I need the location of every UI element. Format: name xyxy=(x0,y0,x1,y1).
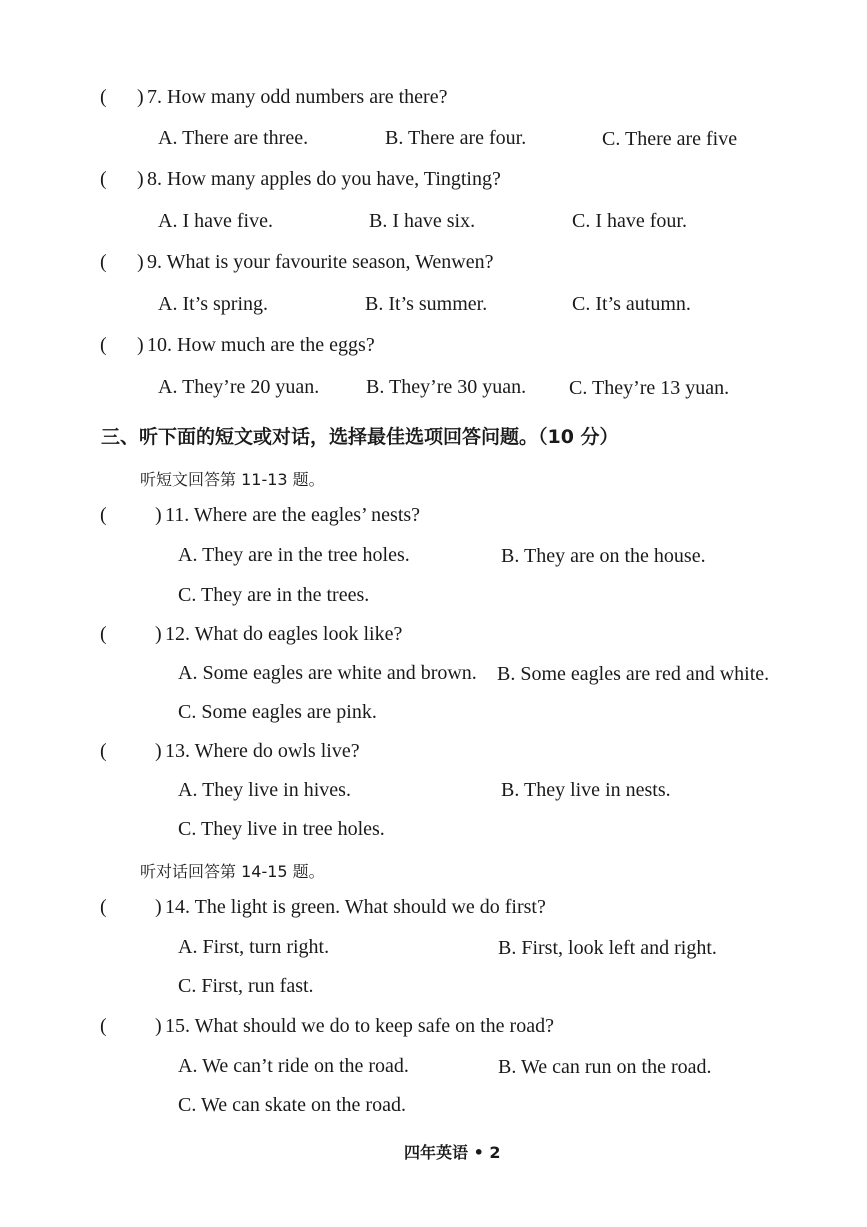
option-a: A. I have five. xyxy=(158,210,273,232)
option-b: B. First, look left and right. xyxy=(498,937,717,959)
section-heading: 三、听下面的短文或对话，选择最佳选项回答问题。（10 分） xyxy=(101,426,619,448)
option-c: C. There are five xyxy=(602,128,738,150)
question-text: 14. The light is green. What should we do first? xyxy=(165,896,546,918)
answer-paren-open: ( xyxy=(100,740,107,762)
option-b: B. There are four. xyxy=(385,127,527,149)
option-c: C. I have four. xyxy=(572,210,687,232)
answer-paren-close: ) xyxy=(155,623,162,645)
answer-paren-open: ( xyxy=(100,623,107,645)
answer-paren-close: ) xyxy=(137,86,144,108)
option-a: A. There are three. xyxy=(158,127,309,149)
option-b: B. It’s summer. xyxy=(365,293,488,315)
option-b: B. I have six. xyxy=(369,210,476,232)
question-text: 8. How many apples do you have, Tingting? xyxy=(147,168,501,190)
answer-paren-close: ) xyxy=(137,168,144,190)
option-b: B. They live in nests. xyxy=(501,779,671,801)
answer-paren-open: ( xyxy=(100,1015,107,1037)
option-b: B. Some eagles are red and white. xyxy=(497,663,770,685)
answer-paren-open: ( xyxy=(100,334,107,356)
question-text: 9. What is your favourite season, Wenwen? xyxy=(147,251,494,273)
option-a: A. We can’t ride on the road. xyxy=(178,1055,409,1077)
option-a: A. They live in hives. xyxy=(178,779,351,801)
option-a: A. They’re 20 yuan. xyxy=(158,376,320,398)
answer-paren-open: ( xyxy=(100,168,107,190)
answer-paren-close: ) xyxy=(155,504,162,526)
option-b: B. They are on the house. xyxy=(501,545,706,567)
question-text: 12. What do eagles look like? xyxy=(165,623,403,645)
answer-paren-close: ) xyxy=(155,740,162,762)
option-a: A. Some eagles are white and brown. xyxy=(178,662,477,684)
option-c: C. It’s autumn. xyxy=(572,293,691,315)
option-b: B. We can run on the road. xyxy=(498,1056,712,1078)
answer-paren-close: ) xyxy=(137,334,144,356)
answer-paren-close: ) xyxy=(155,896,162,918)
option-b: B. They’re 30 yuan. xyxy=(366,376,527,398)
answer-paren-open: ( xyxy=(100,86,107,108)
question-text: 7. How many odd numbers are there? xyxy=(147,86,448,108)
question-text: 13. Where do owls live? xyxy=(165,740,360,762)
option-a: A. They are in the tree holes. xyxy=(178,544,410,566)
answer-paren-open: ( xyxy=(100,504,107,526)
section-subheading-passage: 听短文回答第 11-13 题。 xyxy=(140,470,325,489)
page-footer: 四年英语 • 2 xyxy=(404,1143,501,1162)
answer-paren-open: ( xyxy=(100,896,107,918)
section-subheading-dialogue: 听对话回答第 14-15 题。 xyxy=(140,862,325,881)
option-c: C. First, run fast. xyxy=(178,975,314,997)
question-text: 10. How much are the eggs? xyxy=(147,334,375,356)
answer-paren-close: ) xyxy=(155,1015,162,1037)
option-c: C. We can skate on the road. xyxy=(178,1094,406,1116)
option-c: C. Some eagles are pink. xyxy=(178,701,377,723)
option-c: C. They live in tree holes. xyxy=(178,818,385,840)
answer-paren-close: ) xyxy=(137,251,144,273)
option-c: C. They are in the trees. xyxy=(178,584,370,606)
option-a: A. First, turn right. xyxy=(178,936,330,958)
option-a: A. It’s spring. xyxy=(158,293,268,315)
answer-paren-open: ( xyxy=(100,251,107,273)
question-text: 11. Where are the eagles’ nests? xyxy=(165,504,421,526)
option-c: C. They’re 13 yuan. xyxy=(569,377,730,399)
question-text: 15. What should we do to keep safe on the road? xyxy=(165,1015,554,1037)
